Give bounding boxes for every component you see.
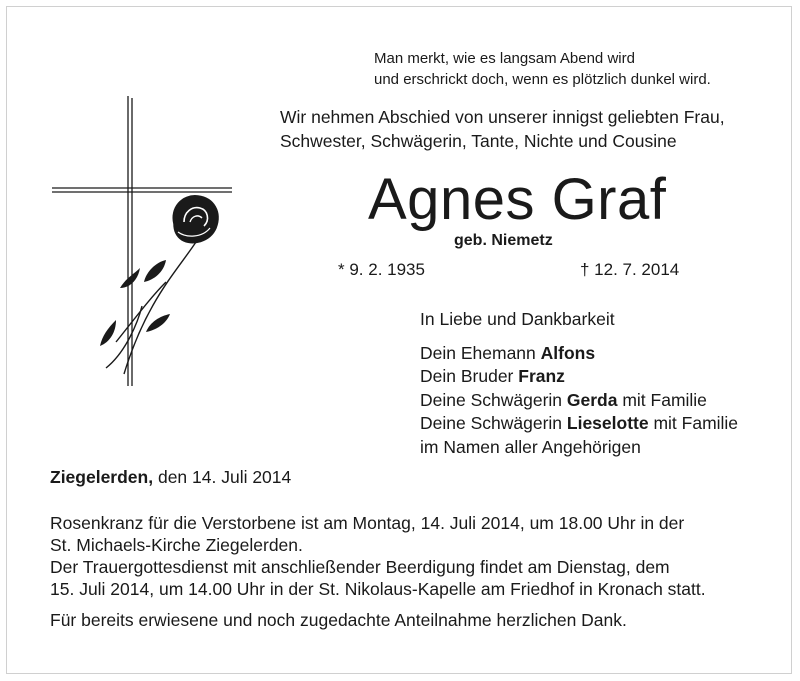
mourner-line: [420, 389, 738, 413]
mourner-name: Alfons: [540, 342, 596, 363]
mourner-relation: Deine Schwägerin: [420, 389, 567, 410]
mourners-block: [420, 308, 738, 459]
date: den 14. Juli 2014: [153, 467, 292, 487]
mourner-name: Lieselotte: [566, 413, 649, 433]
maiden-name: geb. Niemetz: [454, 232, 553, 249]
mourner-relation: Dein Ehemann: [420, 342, 541, 363]
mourner-suffix: mit Familie: [617, 389, 707, 410]
mourners-heading: In Liebe und Dankbarkeit: [420, 309, 615, 329]
cross-with-rose-icon: [46, 92, 246, 388]
intro-line: Schwester, Schwägerin, Tante, Nichte und Cousine: [280, 131, 677, 151]
intro-line: Wir nehmen Abschied von unserer innigst geliebten Frau,: [280, 107, 725, 127]
mourner-line: [420, 365, 738, 389]
mourner-relation: Dein Bruder: [420, 366, 519, 386]
service-info: [50, 512, 706, 600]
motto-line: Man merkt, wie es langsam Abend wird: [374, 50, 635, 67]
mourners-closing: im Namen aller Angehörigen: [420, 436, 641, 457]
service-line: St. Michaels-Kirche Ziegelerden.: [50, 535, 303, 555]
service-line: Rosenkranz für die Verstorbene ist am Montag, 14. Juli 2014, um 18.00 Uhr in der: [50, 513, 685, 533]
place: Ziegelerden,: [50, 467, 154, 487]
service-line: 15. Juli 2014, um 14.00 Uhr in der St. Nikolaus-Kapelle am Friedhof in Kronach statt.: [50, 579, 706, 599]
place-date: [50, 467, 291, 488]
thanks-text: Für bereits erwiesene und noch zugedachte Anteilnahme herzlichen Dank.: [50, 610, 627, 630]
service-line: Der Trauergottesdienst mit anschließender Beerdigung findet am Dienstag, dem: [50, 557, 670, 577]
mourner-suffix: mit Familie: [648, 413, 739, 433]
deceased-name: Agnes Graf: [368, 167, 667, 232]
mourner-line: [420, 342, 738, 366]
motto-verse: [374, 48, 711, 90]
mourner-line: [420, 412, 738, 436]
motto-line: und erschrickt doch, wenn es plötzlich dunkel wird.: [374, 71, 711, 88]
intro-text: [280, 105, 725, 153]
birth-date: * 9. 2. 1935: [338, 260, 425, 279]
death-date: † 12. 7. 2014: [580, 260, 680, 279]
mourner-name: Franz: [518, 366, 565, 386]
mourner-name: Gerda: [566, 389, 618, 410]
mourner-relation: Deine Schwägerin: [420, 413, 567, 433]
